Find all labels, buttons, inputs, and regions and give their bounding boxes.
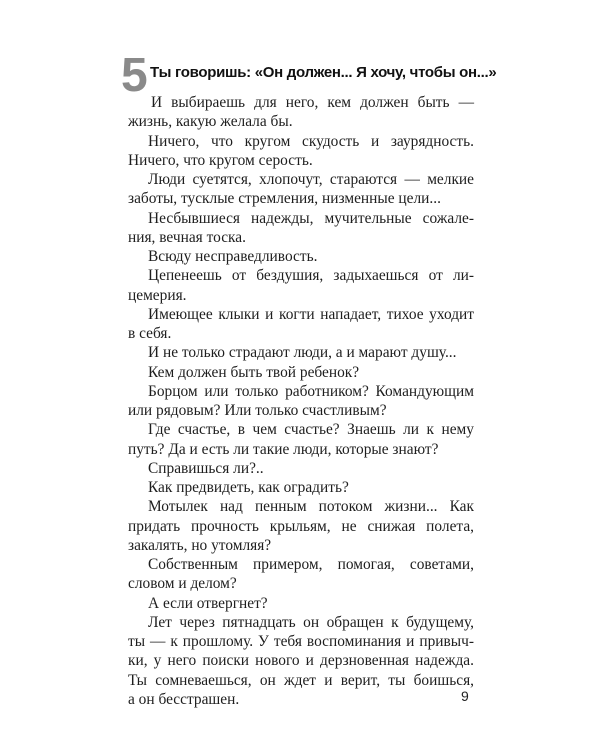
text-line: Ничего, что кругом серость. [128,151,313,169]
text-line: Где счастье, в чем счастье? Знаешь ли к нему [148,421,474,439]
text-line: заботы, тусклые стремления, низменные цели... [128,190,441,208]
text-line: придать прочность крыльям, не снижая полета, [128,517,474,535]
text-line: И выбираешь для него, кем должен быть — [151,94,474,111]
text-line: Несбывшиеся надежды, мучительные сожале- [148,209,474,227]
text-line: А если отвергнет? [148,594,268,612]
text-line: а он бесстрашен. [128,690,240,708]
text-line: или рядовым? Или только счастливым? [128,402,387,419]
text-line: И не только страдают люди, а и марают душу... [148,344,457,362]
text-line: Мотылек над пенным потоком жизни... Как [148,498,474,516]
text-line: в себя. [128,325,172,342]
text-line: Собственным примером, помогая, советами, [148,556,474,573]
text-line: Имеющее клыки и когти нападает, тихое уходит [148,305,474,323]
text-line: Люди суетятся, хлопочут, стараются — мелкие [148,171,474,188]
text-line: закалять, но утомляя? [128,536,272,554]
text-line: Ничего, что кругом скудость и заурядность. [148,132,474,150]
text-line: ния, вечная тоска. [128,228,246,246]
text-line: путь? Да и есть ли такие люди, которые знают? [128,440,439,458]
page-number: 9 [461,688,469,704]
body-text [128,93,474,709]
text-line: Как предвидеть, как оградить? [148,479,349,496]
chapter-number: 5 [121,49,148,102]
text-line: Кем должен быть твой ребенок? [148,363,360,381]
text-line: Лет через пятнадцать он обращен к будущему, [148,613,474,631]
text-line: Всюду несправедливость. [148,248,318,265]
text-line: ки, у него поиски нового и дерзновенная надежда. [128,652,474,670]
text-line: Цепенеешь от бездушия, задыхаешься от ли- [148,267,474,285]
text-line: словом и делом? [128,575,237,593]
text-line: Ты сомневаешься, он ждет и верит, ты боишься, [128,671,474,689]
text-line: ты — к прошлому. У тебя воспоминания и привыч- [128,633,474,650]
text-line: цемерия. [128,286,187,304]
chapter-title: Ты говоришь: «Он должен... Я хочу, чтобы он...» [150,64,497,81]
text-line: Справишься ли?.. [148,459,264,477]
text-line: жизнь, какую желала бы. [128,113,293,131]
text-line: Борцом или только работником? Командующим [148,382,474,400]
